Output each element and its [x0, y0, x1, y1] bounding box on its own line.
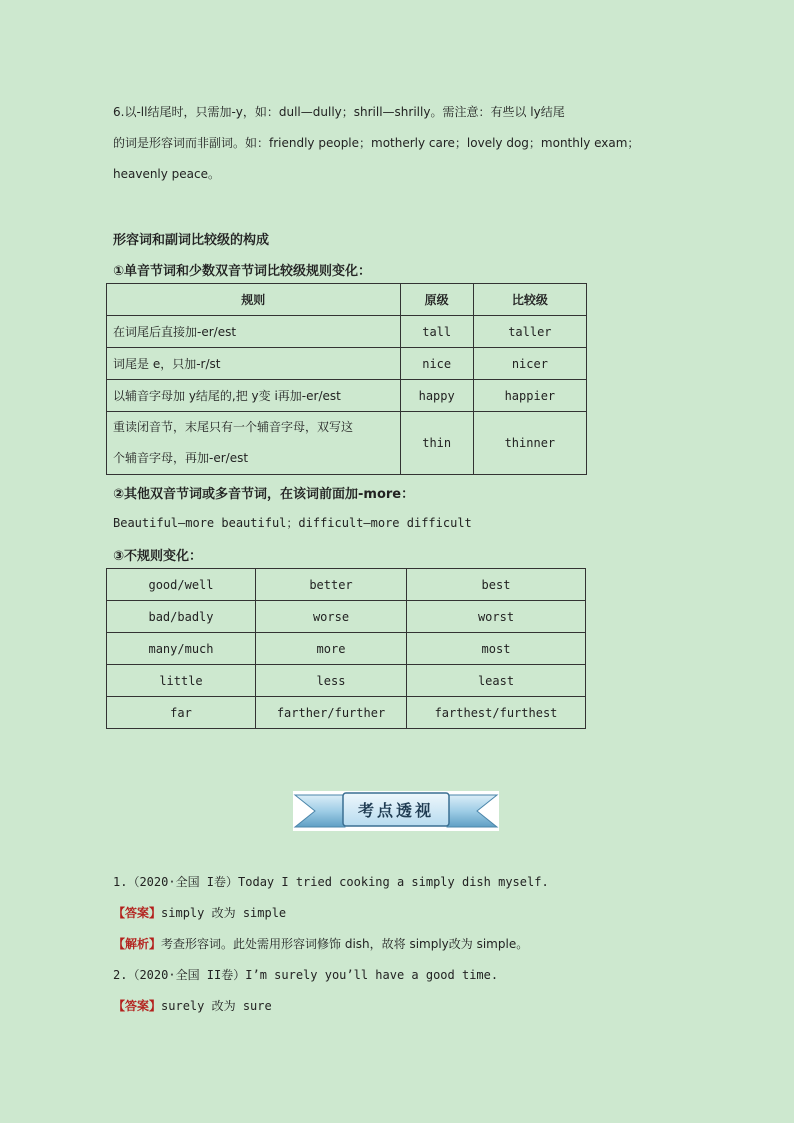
rule-line-2: 个辅音字母，再加-er/est — [113, 451, 249, 465]
superlative-cell: worst — [407, 601, 586, 633]
comparative-cell: more — [256, 633, 407, 665]
base-cell: little — [107, 665, 256, 697]
table-row — [107, 348, 587, 380]
superlative-cell: best — [407, 569, 586, 601]
answer-text: simply 改为 simple — [161, 906, 287, 920]
header-base: 原级 — [400, 284, 473, 316]
intro-line-2: 的词是形容词而非副词。如：friendly people；motherly care；lovely dog；monthly exam； — [113, 136, 640, 150]
base-cell: many/much — [107, 633, 256, 665]
subheading-irregular: ③不规则变化： — [113, 549, 203, 564]
rule-cell: 以辅音字母加 y结尾的,把 y变 i再加-er/est — [107, 380, 401, 412]
comparative-cell: farther/further — [256, 697, 407, 729]
base-cell: thin — [400, 412, 473, 475]
comparative-cell: thinner — [473, 412, 586, 475]
comparative-cell: nicer — [473, 348, 586, 380]
table-row — [107, 380, 587, 412]
table-row — [107, 412, 587, 475]
question-2: 2.（2020·全国 II卷）I’m surely you’ll have a good time. — [113, 968, 499, 982]
header-comparative: 比较级 — [473, 284, 586, 316]
rules-table — [106, 283, 587, 475]
comparative-cell: better — [256, 569, 407, 601]
base-cell: bad/badly — [107, 601, 256, 633]
intro-line-3: heavenly peace。 — [113, 167, 221, 181]
more-example: Beautiful—more beautiful；difficult—more difficult — [113, 516, 472, 530]
question-2-answer — [113, 997, 272, 1014]
base-cell: tall — [400, 316, 473, 348]
comparative-cell: worse — [256, 601, 407, 633]
analysis-text: 考查形容词。此处需用形容词修饰 dish，故将 simply改为 simple。 — [161, 937, 529, 951]
table-header-row — [107, 284, 587, 316]
answer-text: surely 改为 sure — [161, 999, 272, 1013]
rule-cell: 词尾是 e，只加-r/st — [107, 348, 401, 380]
subheading-regular: ①单音节词和少数双音节词比较级规则变化： — [113, 264, 372, 279]
section-title: 形容词和副词比较级的构成 — [113, 233, 270, 248]
base-cell: happy — [400, 380, 473, 412]
comparative-cell: taller — [473, 316, 586, 348]
rule-cell — [107, 412, 401, 475]
superlative-cell: farthest/furthest — [407, 697, 586, 729]
question-1-analysis — [113, 935, 528, 952]
intro-paragraph — [113, 97, 688, 190]
intro-line-1: 6.以-ll结尾时，只需加-y，如：dull—dully；shrill—shrilly。需注意：有些以 ly结尾 — [113, 105, 565, 119]
table-row — [107, 633, 586, 665]
answer-tag: 【答案】 — [113, 906, 162, 920]
question-1-answer — [113, 904, 286, 921]
base-cell: good/well — [107, 569, 256, 601]
base-cell: nice — [400, 348, 473, 380]
rule-line-1: 重读闭音节，末尾只有一个辅音字母，双写这 — [113, 420, 354, 434]
irregular-table — [106, 568, 586, 729]
comparative-cell: less — [256, 665, 407, 697]
table-row — [107, 569, 586, 601]
superlative-cell: most — [407, 633, 586, 665]
superlative-cell: least — [407, 665, 586, 697]
comparative-cell: happier — [473, 380, 586, 412]
analysis-tag: 【解析】 — [113, 937, 162, 951]
rule-cell: 在词尾后直接加-er/est — [107, 316, 401, 348]
answer-tag: 【答案】 — [113, 999, 162, 1013]
section-banner — [293, 791, 499, 831]
subheading-more: ②其他双音节词或多音节词，在该词前面加-more： — [113, 487, 415, 502]
table-row — [107, 697, 586, 729]
question-1: 1.（2020·全国 I卷）Today I tried cooking a simply dish myself. — [113, 875, 549, 889]
table-row — [107, 665, 586, 697]
banner-title: 考点透视 — [357, 801, 435, 820]
base-cell: far — [107, 697, 256, 729]
table-row — [107, 601, 586, 633]
table-row — [107, 316, 587, 348]
header-rule: 规则 — [107, 284, 401, 316]
